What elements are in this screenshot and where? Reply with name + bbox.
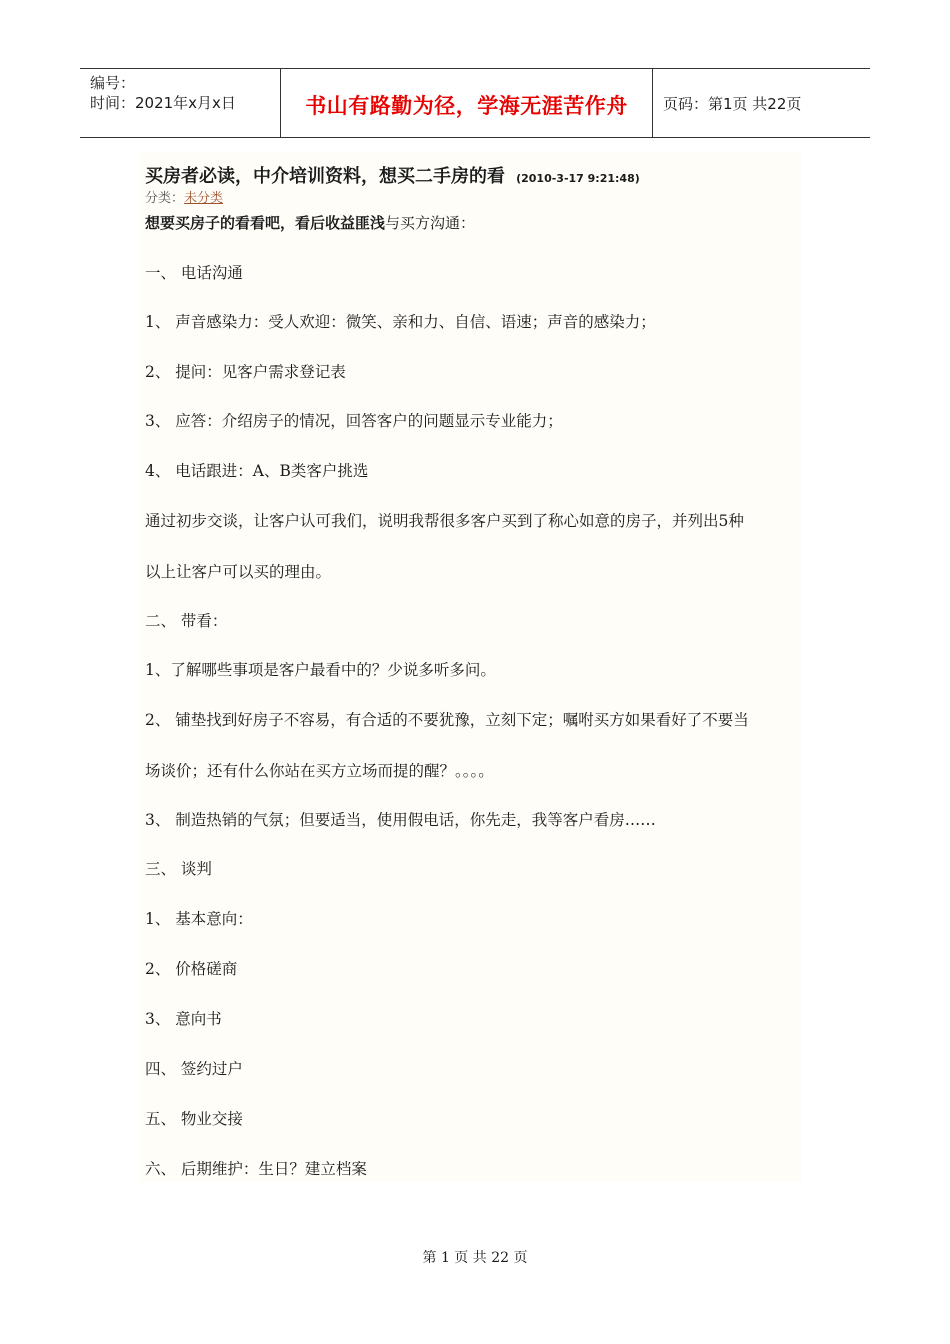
list-item: 2、 铺垫找到好房子不容易，有合适的不要犹豫，立刻下定；嘱咐买方如果看好了不要当 (145, 711, 749, 729)
list-item: 4、 电话跟进：A、B类客户挑选 (145, 462, 369, 480)
list-item: 1、了解哪些事项是客户最看中的？少说多听多问。 (145, 661, 496, 679)
section-heading: 五、 物业交接 (145, 1110, 243, 1128)
category-link[interactable]: 未分类 (184, 191, 224, 206)
time-label: 时间：2021年x月x日 (90, 94, 236, 112)
article-title: 买房者必读，中介培训资料，想买二手房的看 (145, 166, 505, 187)
list-item: 3、 应答：介绍房子的情况，回答客户的问题显示专业能力； (145, 412, 563, 430)
header-motto-cell (281, 69, 653, 137)
list-item: 1、 基本意向： (145, 910, 253, 928)
section-heading: 六、 后期维护：生日？建立档案 (145, 1160, 367, 1178)
paragraph-line: 通过初步交谈，让客户认可我们，说明我帮很多客户买到了称心如意的房子，并列出5种 (145, 512, 744, 530)
document-header (80, 68, 870, 138)
article-title-row (145, 162, 640, 188)
list-item: 1、 声音感染力：受人欢迎：微笑、亲和力、自信、语速；声音的感染力； (145, 313, 656, 331)
article-intro (145, 212, 475, 233)
number-label: 编号： (90, 74, 136, 92)
category-label: 分类： (145, 191, 185, 206)
section-heading: 二、 带看： (145, 612, 228, 630)
page-info-text: 页码：第1页 共22页 (663, 94, 802, 113)
header-meta (80, 69, 281, 137)
section-heading: 四、 签约过户 (145, 1060, 243, 1078)
motto-text: 书山有路勤为径，学海无涯苦作舟 (305, 93, 628, 118)
intro-rest: 与买方沟通： (385, 214, 476, 232)
paragraph-line: 以上让客户可以买的理由。 (145, 563, 332, 581)
section-heading: 三、 谈判 (145, 860, 212, 878)
list-item: 2、 提问：见客户需求登记表 (145, 363, 346, 381)
intro-bold: 想要买房子的看看吧，看后收益匪浅 (145, 214, 386, 232)
list-item: 2、 价格磋商 (145, 960, 238, 978)
article-date: (2010-3-17 9:21:48) (516, 172, 640, 185)
page-footer: 第 1 页 共 22 页 (422, 1250, 528, 1266)
header-page-info (653, 69, 870, 137)
list-item: 3、 制造热销的气氛；但要适当，使用假电话，你先走，我等客户看房…… (145, 811, 656, 829)
list-item: 3、 意向书 (145, 1010, 222, 1028)
paragraph-line: 场谈价；还有什么你站在买方立场而提的醒？。。。。 (145, 762, 494, 780)
article-category (145, 187, 223, 206)
section-heading: 一、 电话沟通 (145, 264, 243, 282)
